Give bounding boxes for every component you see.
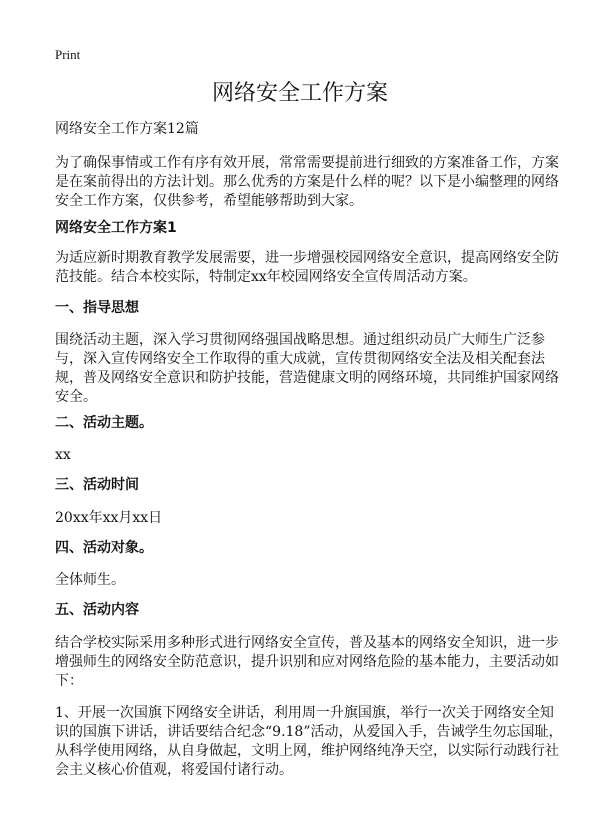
- heading-guiding-ideology: 一、指导思想: [55, 300, 139, 316]
- page-title: 网络安全工作方案: [211, 81, 388, 106]
- section-intro: 为适应新时期教育教学发展需要，进一步增强校园网络安全意识，提高网络安全防范技能。结合本校实际，特制定xx年校园网络安全宣传周活动方案。: [55, 250, 559, 285]
- paragraph-audience: 全体师生。: [55, 572, 125, 588]
- section-heading: 网络安全工作方案1: [55, 220, 177, 236]
- heading-content: 五、活动内容: [55, 602, 139, 618]
- paragraph-content: 结合学校实际采用多种形式进行网络安全宣传，普及基本的网络安全知识，进一步增强师生的网络安全防范意识，提升识别和应对网络危险的基本能力，主要活动如下：: [55, 635, 559, 689]
- heading-time: 三、活动时间: [55, 477, 139, 493]
- paragraph-theme: xx: [55, 447, 71, 463]
- print-link[interactable]: Print: [55, 47, 81, 62]
- paragraph-time: 20xx年xx月xx日: [55, 510, 163, 526]
- paragraph-guiding-ideology: 围绕活动主题，深入学习贯彻网络强国战略思想。通过组织动员广大师生广泛参与，深入宣传网络安全工作取得的重大成就，宣传贯彻网络安全法及相关配套法规，普及网络安全意识和防护技能，营造健康文明的网络环境，共同维护国家网络安全。: [55, 332, 559, 405]
- heading-theme: 二、活动主题。: [55, 415, 153, 431]
- document-subtitle: 网络安全工作方案12篇: [55, 121, 199, 137]
- heading-audience: 四、活动对象。: [55, 540, 153, 556]
- paragraph-item-1: 1、开展一次国旗下网络安全讲话，利用周一升旗国旗，举行一次关于网络安全知识的国旗下讲话，讲话要结合纪念“9.18”活动，从爱国入手，告诫学生勿忘国耻，从科学使用网络，从自身做起，文明上网，维护网络纯净天空，以实际行动践行社会主义核心价值观，将爱国付诸行动。: [55, 705, 563, 778]
- intro-paragraph: 为了确保事情或工作有序有效开展，常常需要提前进行细致的方案准备工作，方案是在案前得出的方法计划。那么优秀的方案是什么样的呢？以下是小编整理的网络安全工作方案，仅供参考，希望能够帮助到大家。: [55, 155, 559, 209]
